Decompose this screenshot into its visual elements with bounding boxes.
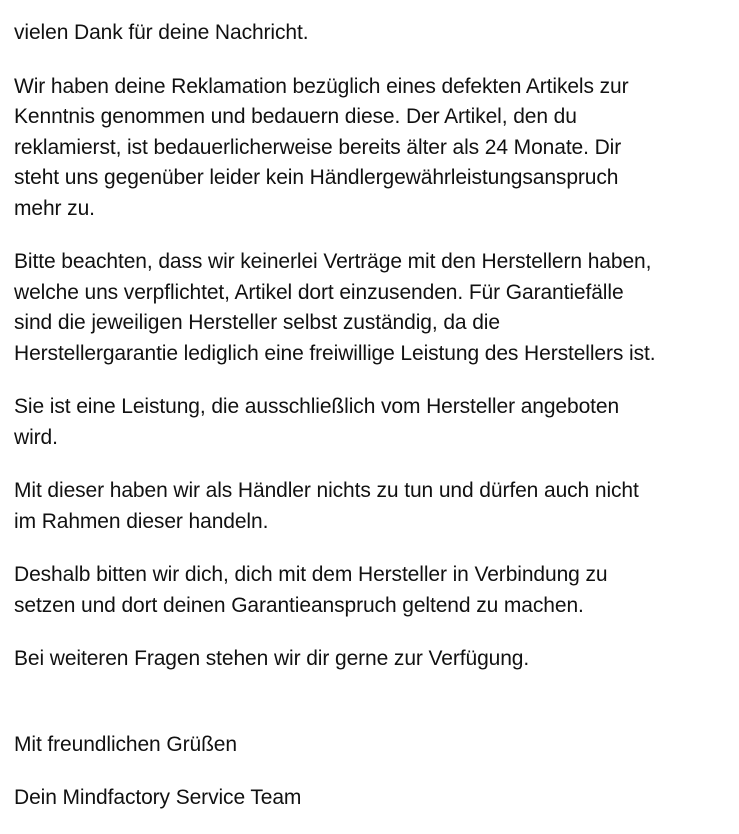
paragraph-manufacturer-service: Sie ist eine Leistung, die ausschließlich vom Hersteller angeboten wird. xyxy=(14,395,620,449)
paragraph-contact-manufacturer: Deshalb bitten wir dich, dich mit dem Hersteller in Verbindung zu setzen und dort deinen Garantieanspruch geltend zu machen. xyxy=(14,563,608,617)
closing-line: Mit freundlichen Grüßen xyxy=(14,732,237,756)
paragraph-retailer-role: Mit dieser haben wir als Händler nichts zu tun und dürfen auch nicht im Rahmen dieser handeln. xyxy=(14,479,639,533)
paragraph-complaint: Wir haben deine Reklamation bezüglich eines defekten Artikels zur Kenntnis genommen und bedauern diese. Der Artikel, den du reklamierst, ist bedauerlicherweise bereits älter als 24 Monate. Dir steht uns gegenüber leider kein Händlergewährleistungsanspruch mehr zu. xyxy=(14,74,629,220)
signature: Dein Mindfactory Service Team xyxy=(14,786,302,809)
paragraph-further-questions: Bei weiteren Fragen stehen wir dir gerne zur Verfügung. xyxy=(14,647,530,670)
paragraph-contracts: Bitte beachten, dass wir keinerlei Verträge mit den Herstellern haben, welche uns verpflichtet, Artikel dort einzusenden. Für Garantiefälle sind die jeweiligen Hersteller selbst zuständig, da die Herstellergarantie lediglich eine freiwillige Leistung des Herstellers ist. xyxy=(14,250,656,365)
greeting-line: vielen Dank für deine Nachricht. xyxy=(14,21,309,44)
email-body xyxy=(14,18,729,814)
